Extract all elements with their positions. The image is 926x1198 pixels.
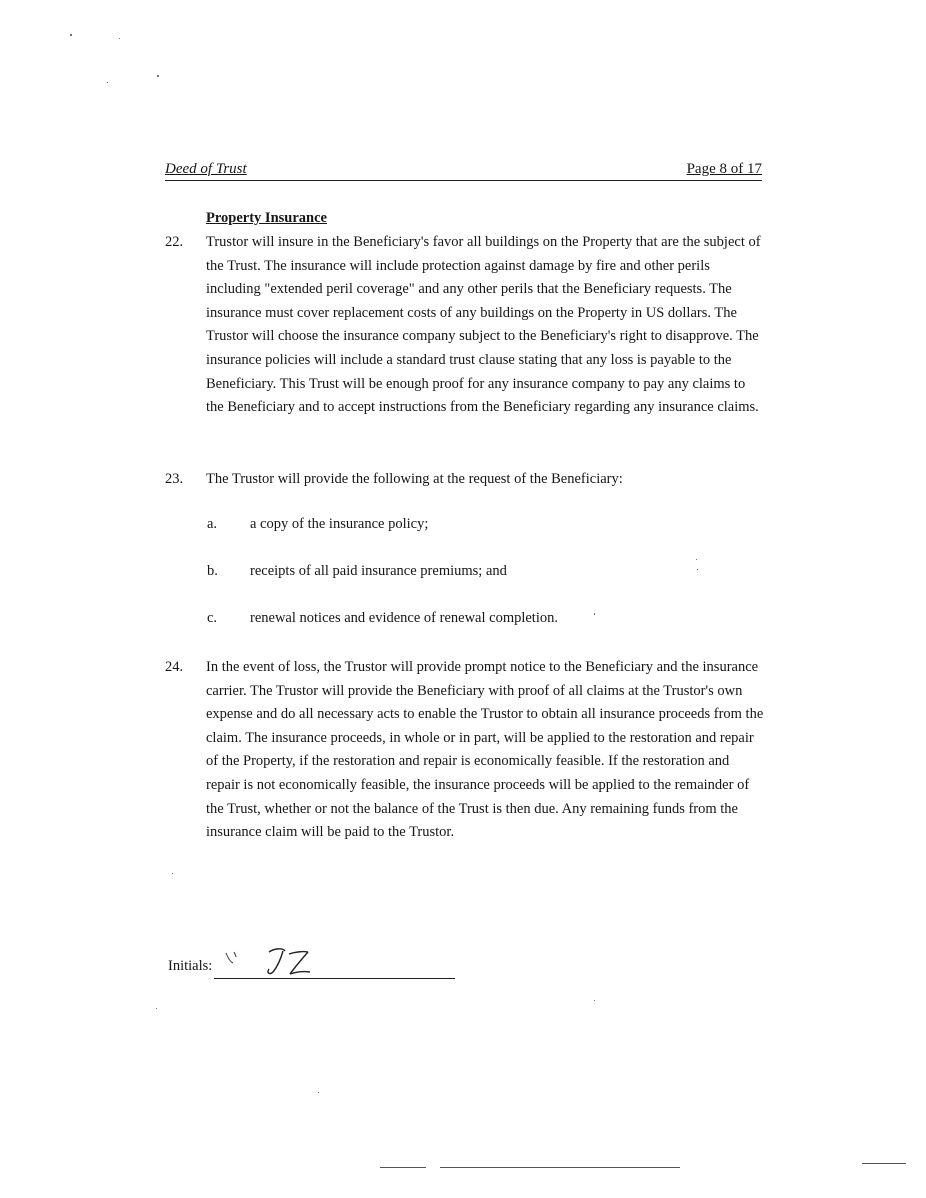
section-title: Property Insurance [206,210,327,226]
footer-line [862,1163,906,1164]
list-item-text: receipts of all paid insurance premiums; and [250,563,507,579]
scan-speck [594,1000,595,1001]
scan-speck [697,569,698,570]
paragraph-text: The Trustor will provide the following at the request of the Beneficiary: [206,471,623,487]
footer-line [440,1167,680,1168]
scan-speck [107,82,108,83]
scan-speck [119,38,120,39]
scan-speck [70,34,72,36]
page-number: Page 8 of 17 [686,161,762,177]
list-item-letter: b. [207,563,218,579]
page-header [165,160,762,181]
paragraph-number: 24. [165,659,184,675]
list-item-letter: c. [207,610,218,626]
paragraph-number: 22. [165,234,184,250]
scan-speck [318,1092,319,1093]
scan-speck [594,613,595,615]
initials-signature [263,944,313,980]
list-item-letter: a. [207,516,218,532]
document-title: Deed of Trust [165,161,247,177]
footer-line [380,1167,426,1168]
initials-line [214,978,455,979]
scan-speck [172,873,173,874]
scan-speck [157,75,159,77]
paragraph-number: 23. [165,471,184,487]
scan-speck [696,559,697,560]
list-item-text: a copy of the insurance policy; [250,516,429,532]
initials-mark [224,950,238,968]
scan-speck [156,1008,157,1009]
paragraph-text: In the event of loss, the Trustor will provide prompt notice to the Beneficiary and the insurance carrier. The Trustor will provide the Beneficiary with proof of all claims at the Trustor's own expense and do all necessary acts to enable the Trustor to obtain all insurance proceeds from the claim. The insurance proceeds, in whole or in part, will be applied to the restoration and repair of the Property, if the restoration and repair is economically feasible. If the restoration and repair is not economically feasible, the insurance proceeds will be applied to the remainder of the Trust, whether or not the balance of the Trust is then due. Any remaining funds from the insurance claim will be paid to the Trustor. [206,659,764,841]
list-item-text: renewal notices and evidence of renewal completion. [250,610,558,626]
paragraph-text: Trustor will insure in the Beneficiary's favor all buildings on the Property that are the subject of the Trust. The insurance will include protection against damage by fire and other perils including "extended peril coverage" and any other perils that the Beneficiary requests. The insurance must cover replacement costs of any buildings on the Property in US dollars. The Trustor will choose the insurance company subject to the Beneficiary's right to disapprove. The insurance policies will include a standard trust clause stating that any loss is payable to the Beneficiary. This Trust will be enough proof for any insurance company to pay any claims to the Beneficiary and to accept instructions from the Beneficiary regarding any insurance claims. [206,234,761,416]
initials-label: Initials: [168,958,213,974]
